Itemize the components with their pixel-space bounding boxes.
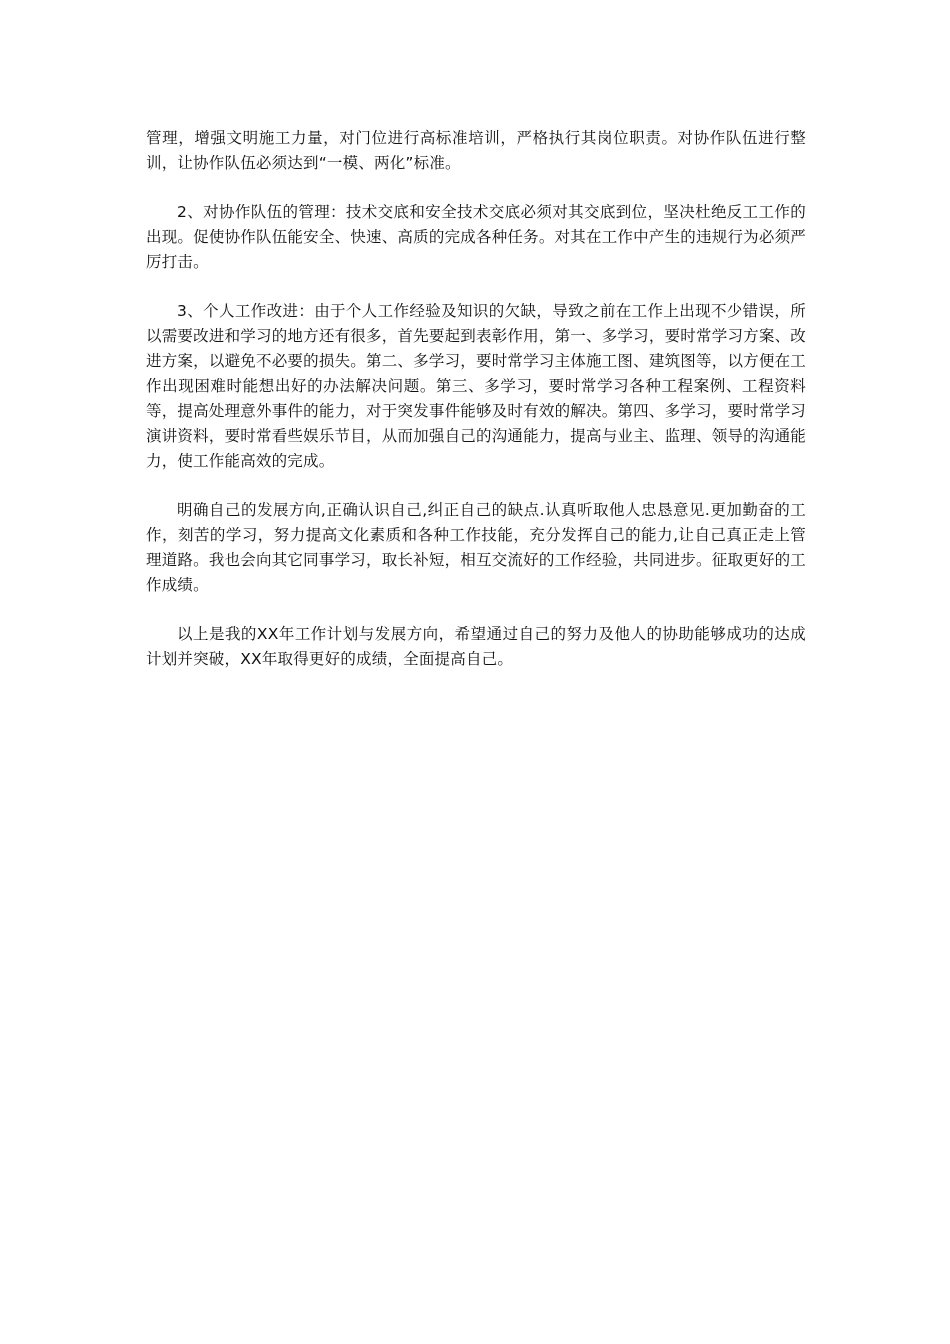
paragraph-personal-improvement: 3、个人工作改进：由于个人工作经验及知识的欠缺，导致之前在工作上出现不少错误，所以需要改进和学习的地方还有很多，首先要起到表彰作用，第一、多学习，要时常学习方案、改进方案，以避免不必要的损失。第二、多学习，要时常学习主体施工图、建筑图等，以方便在工作出现困难时能想出好的办法解决问题。第三、多学习，要时常学习各种工程案例、工程资料等，提高处理意外事件的能力，对于突发事件能够及时有效的解决。第四、多学习，要时常学习演讲资料，要时常看些娱乐节目，从而加强自己的沟通能力，提高与业主、监理、领导的沟通能力，使工作能高效的完成。 bbox=[146, 302, 806, 470]
document-body bbox=[146, 126, 806, 696]
paragraph-team-management: 2、对协作队伍的管理：技术交底和安全技术交底必须对其交底到位，坚决杜绝反工工作的出现。促使协作队伍能安全、快速、高质的完成各种任务。对其在工作中产生的违规行为必须严厉打击。 bbox=[146, 203, 806, 271]
paragraph-development-direction: 明确自己的发展方向,正确认识自己,纠正自己的缺点.认真听取他人忠恳意见.更加勤奋的工作，刻苦的学习，努力提高文化素质和各种工作技能，充分发挥自己的能力,让自己真正走上管理道路。我也会向其它同事学习，取长补短，相互交流好的工作经验，共同进步。征取更好的工作成绩。 bbox=[146, 501, 806, 594]
paragraph-continuation: 管理，增强文明施工力量，对门位进行高标准培训，严格执行其岗位职责。对协作队伍进行整训，让协作队伍必须达到“一模、两化”标准。 bbox=[146, 129, 806, 172]
paragraph-conclusion: 以上是我的XX年工作计划与发展方向，希望通过自己的努力及他人的协助能够成功的达成计划并突破，XX年取得更好的成绩，全面提高自己。 bbox=[146, 625, 806, 668]
